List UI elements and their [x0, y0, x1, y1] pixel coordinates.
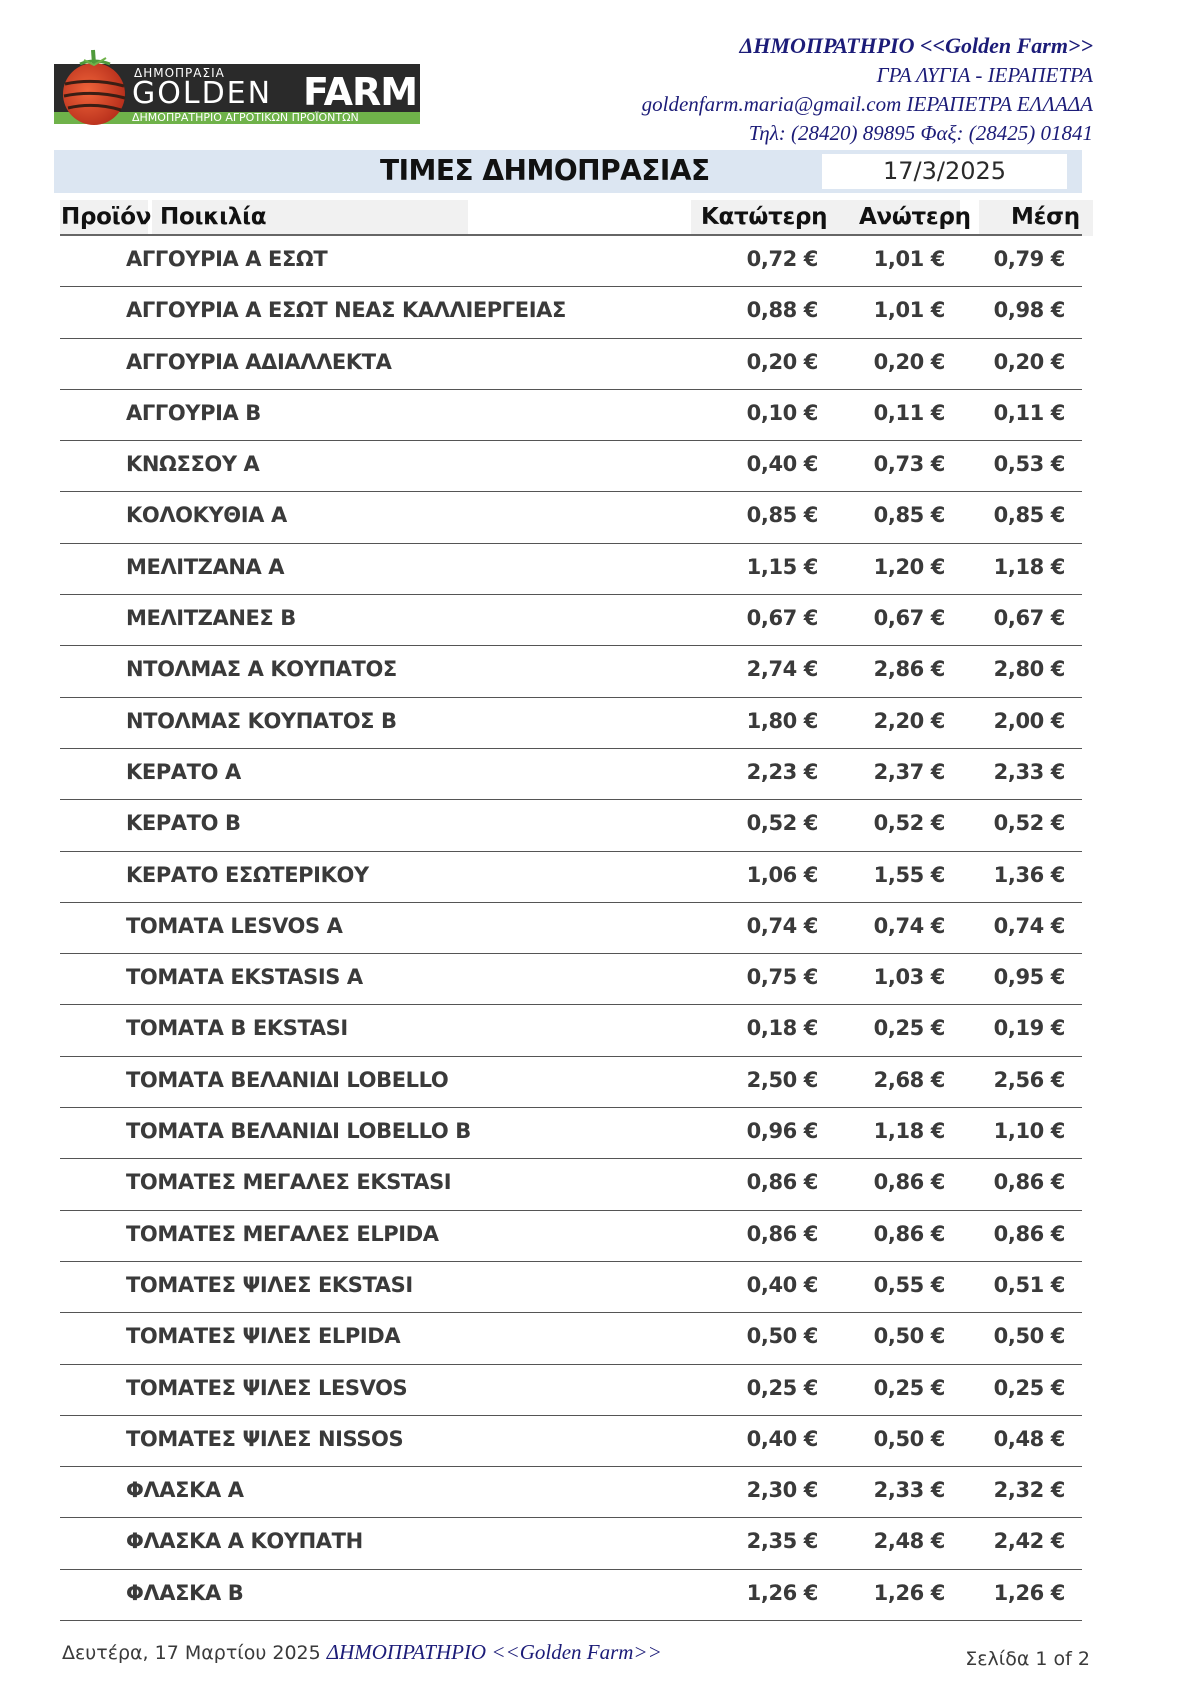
- product-name: ΤΟΜΑΤΕΣ ΜΕΓΑΛΕΣ EKSTASI: [126, 1170, 452, 1195]
- table-row: [60, 441, 1082, 492]
- price-avg: 0,53 €: [993, 452, 1065, 477]
- price-avg: 1,36 €: [993, 862, 1065, 887]
- product-name: ΤΟΜΑΤΕΣ ΨΙΛΕΣ EKSTASI: [126, 1272, 413, 1297]
- table-row: [60, 749, 1082, 800]
- price-avg: 0,11 €: [993, 400, 1065, 425]
- logo-small-text: ΔΗΜΟΠΡΑΣΙΑ: [134, 66, 225, 80]
- product-name: ΤΟΜΑΤΑ ΒΕΛΑΝΙΔΙ LOBELLO Β: [126, 1119, 471, 1144]
- table-row: [60, 236, 1082, 287]
- price-low: 0,96 €: [746, 1119, 818, 1144]
- price-high: 0,55 €: [873, 1272, 945, 1297]
- company-logo: [54, 48, 424, 126]
- price-low: 0,88 €: [746, 298, 818, 323]
- col-header-variety: Ποικιλία: [160, 204, 267, 230]
- product-name: ΚΕΡΑΤΟ Β: [126, 811, 241, 836]
- table-row: [60, 1467, 1082, 1518]
- price-low: 2,50 €: [746, 1067, 818, 1092]
- price-low: 0,10 €: [746, 400, 818, 425]
- price-avg: 2,00 €: [993, 708, 1065, 733]
- table-row: [60, 1159, 1082, 1210]
- price-low: 1,06 €: [746, 862, 818, 887]
- table-row: [60, 698, 1082, 749]
- logo-farm-text: FARM: [303, 70, 418, 114]
- footer-left: [62, 1640, 662, 1665]
- table-row: [60, 492, 1082, 543]
- product-name: ΑΓΓΟΥΡΙΑ ΑΔΙΑΛΛΕΚΤΑ: [126, 349, 392, 374]
- product-name: ΑΓΓΟΥΡΙΑ Β: [126, 400, 261, 425]
- auction-date: 17/3/2025: [822, 154, 1067, 189]
- price-avg: 0,74 €: [993, 913, 1065, 938]
- price-high: 0,50 €: [873, 1324, 945, 1349]
- price-low: 0,75 €: [746, 965, 818, 990]
- price-low: 0,40 €: [746, 452, 818, 477]
- table-row: [60, 903, 1082, 954]
- price-high: 2,33 €: [873, 1478, 945, 1503]
- price-low: 0,67 €: [746, 606, 818, 631]
- price-avg: 0,19 €: [993, 1016, 1065, 1041]
- product-name: ΤΟΜΑΤΑ LESVOS A: [126, 913, 343, 938]
- col-header-avg: Μέση: [1011, 204, 1080, 230]
- table-row: [60, 595, 1082, 646]
- product-name: ΚΟΛΟΚΥΘΙΑ Α: [126, 503, 287, 528]
- product-name: ΚΝΩΣΣΟΥ Α: [126, 452, 260, 477]
- product-name: ΑΓΓΟΥΡΙΑ Α ΕΣΩΤ ΝΕΑΣ ΚΑΛΛΙΕΡΓΕΙΑΣ: [126, 298, 566, 323]
- price-high: 0,67 €: [873, 606, 945, 631]
- table-row: [60, 390, 1082, 441]
- org-name: ΔΗΜΟΠΡΑΤΗΡΙΟ <<Golden Farm>>: [739, 33, 1093, 58]
- product-name: ΦΛΑΣΚΑ Β: [126, 1580, 244, 1605]
- price-high: 0,11 €: [873, 400, 945, 425]
- price-high: 1,55 €: [873, 862, 945, 887]
- table-row: [60, 1570, 1082, 1621]
- product-name: ΝΤΟΛΜΑΣ Α ΚΟΥΠΑΤΟΣ: [126, 657, 397, 682]
- price-high: 2,37 €: [873, 759, 945, 784]
- product-name: ΜΕΛΙΤΖΑΝΕΣ Β: [126, 606, 296, 631]
- product-name: ΑΓΓΟΥΡΙΑ Α ΕΣΩΤ: [126, 247, 328, 271]
- product-name: ΚΕΡΑΤΟ ΕΣΩΤΕΡΙΚΟΥ: [126, 862, 369, 887]
- price-table: [60, 236, 1082, 1621]
- table-row: [60, 1005, 1082, 1056]
- price-low: 1,15 €: [746, 554, 818, 579]
- table-row: [60, 852, 1082, 903]
- table-row: [60, 1365, 1082, 1416]
- price-high: 2,68 €: [873, 1067, 945, 1092]
- price-avg: 1,26 €: [993, 1580, 1065, 1605]
- price-low: 2,35 €: [746, 1529, 818, 1554]
- price-high: 0,20 €: [873, 349, 945, 374]
- price-high: 2,86 €: [873, 657, 945, 682]
- price-high: 1,26 €: [873, 1580, 945, 1605]
- price-avg: 0,85 €: [993, 503, 1065, 528]
- price-high: 0,25 €: [873, 1016, 945, 1041]
- table-row: [60, 1518, 1082, 1569]
- org-email-line: goldenfarm.maria@gmail.com ΙΕΡΑΠΕΤΡΑ ΕΛΛΑΔΑ: [641, 92, 1093, 116]
- price-avg: 0,50 €: [993, 1324, 1065, 1349]
- price-avg: 2,42 €: [993, 1529, 1065, 1554]
- price-low: 0,50 €: [746, 1324, 818, 1349]
- price-avg: 0,52 €: [993, 811, 1065, 836]
- product-name: ΚΕΡΑΤΟ Α: [126, 759, 241, 784]
- price-low: 1,80 €: [746, 708, 818, 733]
- price-low: 0,20 €: [746, 349, 818, 374]
- price-low: 0,86 €: [746, 1170, 818, 1195]
- logo-subtitle: ΔΗΜΟΠΡΑΤΗΡΙΟ ΑΓΡΟΤΙΚΩΝ ΠΡΟΪΟΝΤΩΝ: [132, 111, 359, 124]
- price-avg: 0,25 €: [993, 1375, 1065, 1400]
- price-low: 0,74 €: [746, 913, 818, 938]
- price-low: 2,74 €: [746, 657, 818, 682]
- product-name: ΤΟΜΑΤΑ ΒΕΛΑΝΙΔΙ LOBELLO: [126, 1067, 449, 1092]
- price-avg: 0,86 €: [993, 1221, 1065, 1246]
- product-name: ΤΟΜΑΤΕΣ ΨΙΛΕΣ LESVOS: [126, 1375, 408, 1400]
- price-high: 1,20 €: [873, 554, 945, 579]
- footer-date: Δευτέρα, 17 Μαρτίου 2025: [62, 1642, 321, 1664]
- product-name: ΦΛΑΣΚΑ Α: [126, 1478, 244, 1503]
- price-low: 0,85 €: [746, 503, 818, 528]
- price-high: 2,48 €: [873, 1529, 945, 1554]
- price-avg: 2,80 €: [993, 657, 1065, 682]
- page-title: ΤΙΜΕΣ ΔΗΜΟΠΡΑΣΙΑΣ: [380, 154, 710, 187]
- table-row: [60, 1313, 1082, 1364]
- price-high: 0,50 €: [873, 1426, 945, 1451]
- price-avg: 0,67 €: [993, 606, 1065, 631]
- table-row: [60, 800, 1082, 851]
- product-name: ΤΟΜΑΤΑ Β EKSTASI: [126, 1016, 348, 1041]
- table-row: [60, 1416, 1082, 1467]
- product-name: ΤΟΜΑΤΑ EKSTASIS A: [126, 965, 363, 990]
- product-name: ΜΕΛΙΤΖΑΝΑ Α: [126, 554, 285, 579]
- price-high: 0,86 €: [873, 1221, 945, 1246]
- price-high: 0,74 €: [873, 913, 945, 938]
- title-bar: [54, 150, 1082, 193]
- col-header-product: Προϊόν: [61, 204, 152, 230]
- price-high: 0,86 €: [873, 1170, 945, 1195]
- price-low: 2,30 €: [746, 1478, 818, 1503]
- table-row: [60, 646, 1082, 697]
- price-avg: 1,18 €: [993, 554, 1065, 579]
- price-high: 1,18 €: [873, 1119, 945, 1144]
- price-high: 1,01 €: [873, 247, 945, 271]
- table-row: [60, 1108, 1082, 1159]
- tomato-icon: [56, 48, 136, 128]
- price-avg: 0,51 €: [993, 1272, 1065, 1297]
- price-low: 0,40 €: [746, 1272, 818, 1297]
- price-low: 1,26 €: [746, 1580, 818, 1605]
- logo-golden-text: GOLDEN: [132, 76, 273, 111]
- price-high: 1,03 €: [873, 965, 945, 990]
- price-avg: 0,86 €: [993, 1170, 1065, 1195]
- product-name: ΤΟΜΑΤΕΣ ΨΙΛΕΣ NISSOS: [126, 1426, 404, 1451]
- table-row: [60, 954, 1082, 1005]
- price-avg: 2,32 €: [993, 1478, 1065, 1503]
- price-high: 0,52 €: [873, 811, 945, 836]
- table-row: [60, 287, 1082, 338]
- price-avg: 0,95 €: [993, 965, 1065, 990]
- table-row: [60, 1211, 1082, 1262]
- price-avg: 0,98 €: [993, 298, 1065, 323]
- col-header-high: Ανώτερη: [859, 204, 971, 230]
- price-high: 0,85 €: [873, 503, 945, 528]
- price-high: 0,73 €: [873, 452, 945, 477]
- price-avg: 0,20 €: [993, 349, 1065, 374]
- org-address: ΓΡΑ ΛΥΓΙΑ - ΙΕΡΑΠΕΤΡΑ: [876, 63, 1093, 87]
- price-avg: 2,33 €: [993, 759, 1065, 784]
- price-low: 2,23 €: [746, 759, 818, 784]
- price-low: 0,52 €: [746, 811, 818, 836]
- product-name: ΤΟΜΑΤΕΣ ΜΕΓΑΛΕΣ ELPIDA: [126, 1221, 439, 1246]
- price-avg: 0,48 €: [993, 1426, 1065, 1451]
- product-name: ΤΟΜΑΤΕΣ ΨΙΛΕΣ ELPIDA: [126, 1324, 401, 1349]
- price-avg: 0,79 €: [993, 247, 1065, 271]
- price-avg: 1,10 €: [993, 1119, 1065, 1144]
- price-low: 0,86 €: [746, 1221, 818, 1246]
- price-low: 0,18 €: [746, 1016, 818, 1041]
- product-name: ΦΛΑΣΚΑ Α ΚΟΥΠΑΤΗ: [126, 1529, 363, 1554]
- org-phone-line: Τηλ: (28420) 89895 Φαξ: (28425) 01841: [748, 121, 1093, 145]
- price-low: 0,25 €: [746, 1375, 818, 1400]
- footer-org: ΔΗΜΟΠΡΑΤΗΡΙΟ <<Golden Farm>>: [326, 1640, 662, 1664]
- table-row: [60, 544, 1082, 595]
- price-low: 0,40 €: [746, 1426, 818, 1451]
- price-low: 0,72 €: [746, 247, 818, 271]
- table-row: [60, 339, 1082, 390]
- table-row: [60, 1057, 1082, 1108]
- page-number: Σελίδα 1 of 2: [965, 1648, 1090, 1670]
- price-avg: 2,56 €: [993, 1067, 1065, 1092]
- price-high: 0,25 €: [873, 1375, 945, 1400]
- price-high: 1,01 €: [873, 298, 945, 323]
- price-high: 2,20 €: [873, 708, 945, 733]
- product-name: ΝΤΟΛΜΑΣ ΚΟΥΠΑΤΟΣ Β: [126, 708, 397, 733]
- col-header-low: Κατώτερη: [701, 204, 828, 230]
- table-row: [60, 1262, 1082, 1313]
